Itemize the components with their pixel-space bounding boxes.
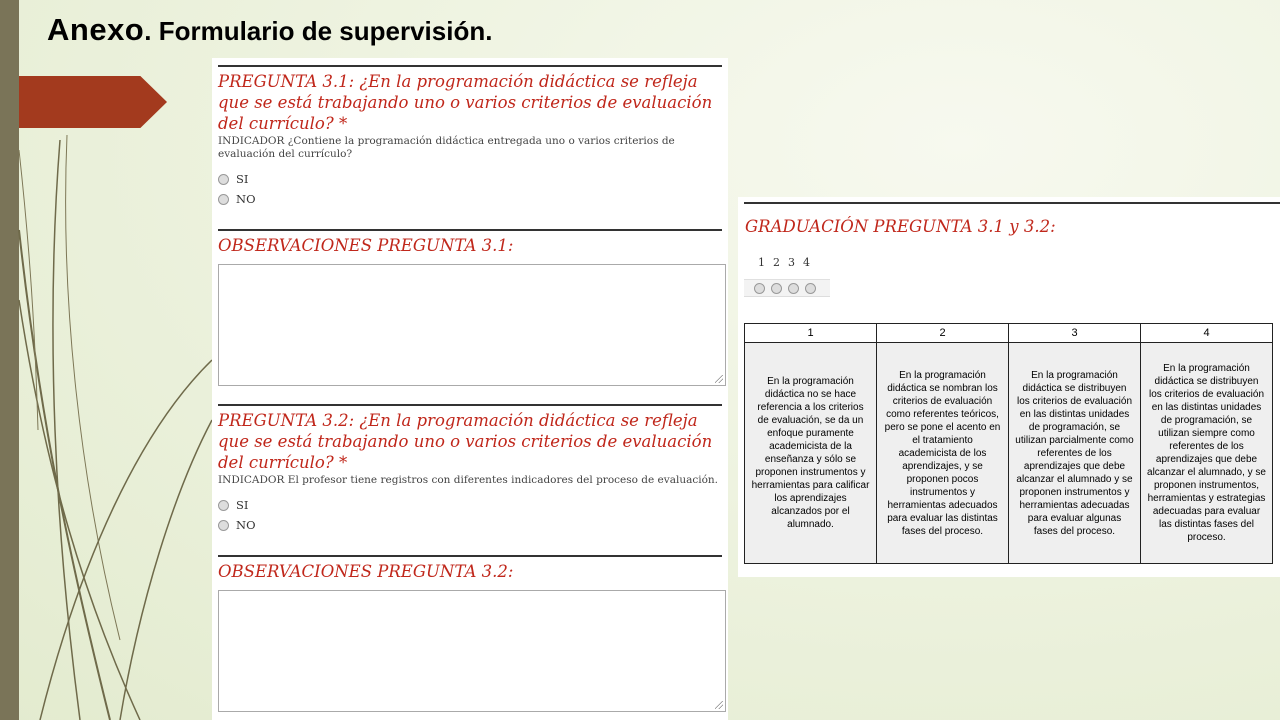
question-3-2-title: PREGUNTA 3.2: ¿En la programación didáctica se refleja que se está trabajando uno o varios criterios de evaluación del currículo? * [218, 411, 713, 472]
option-si[interactable] [218, 495, 722, 515]
radio-icon[interactable] [218, 520, 229, 531]
table-header: 3 [1009, 324, 1141, 343]
table-cell: En la programación didáctica se distribuyen los criterios de evaluación en las distintas unidades de programación, se utilizan siempre como referentes de los aprendizajes que debe alcanzar el alumnado, y se proponen instrumentos, herramientas y estrategias adecuadas para evaluar las distintas fases del proceso. [1141, 343, 1273, 564]
option-si[interactable] [218, 169, 722, 189]
resize-grip-icon[interactable] [715, 701, 723, 709]
radio-icon[interactable] [218, 174, 229, 185]
slide-title-bold: Anexo [47, 12, 145, 47]
table-header: 1 [745, 324, 877, 343]
supervision-form [212, 58, 728, 720]
scale-radio-4[interactable] [805, 283, 816, 294]
observations-3-1 [218, 229, 722, 256]
title-arrow-tab [19, 76, 167, 128]
question-3-2 [218, 404, 722, 535]
option-label: SI [236, 498, 249, 512]
option-label: SI [236, 172, 249, 186]
question-3-1-indicator: INDICADOR ¿Contiene la programación didáctica entregada uno o varios criterios de evaluación del currículo? [218, 135, 675, 160]
graduation-panel [738, 197, 1280, 577]
table-header: 4 [1141, 324, 1273, 343]
scale-radio-3[interactable] [788, 283, 799, 294]
table-cell: En la programación didáctica no se hace referencia a los criterios de evaluación, se da un enfoque puramente academicista de la enseñanza y sólo se proponen instrumentos y herramientas para calificar los aprendizajes alcanzados por el alumnado. [745, 343, 877, 564]
scale-numbers [758, 256, 810, 269]
option-label: NO [236, 518, 256, 532]
option-no[interactable] [218, 189, 722, 209]
scale-radio-1[interactable] [754, 283, 765, 294]
radio-icon[interactable] [218, 194, 229, 205]
observations-3-2-textarea[interactable] [218, 590, 726, 712]
scale-radio-2[interactable] [771, 283, 782, 294]
question-3-1 [218, 65, 722, 209]
slide-title [47, 12, 492, 48]
scale-number: 3 [788, 256, 795, 269]
question-3-1-title: PREGUNTA 3.1: ¿En la programación didáctica se refleja que se está trabajando uno o varios criterios de evaluación del currículo? * [218, 72, 713, 133]
observations-3-2 [218, 555, 722, 582]
scale-number: 4 [803, 256, 810, 269]
observations-3-2-title: OBSERVACIONES PREGUNTA 3.2: [218, 562, 514, 581]
radio-icon[interactable] [218, 500, 229, 511]
slide-title-rest: . Formulario de supervisión. [144, 16, 493, 46]
section-divider [218, 65, 722, 67]
question-3-2-indicator: INDICADOR El profesor tiene registros con diferentes indicadores del proceso de evaluación. [218, 474, 719, 486]
graduation-table [744, 323, 1273, 564]
section-divider [218, 404, 722, 406]
option-no[interactable] [218, 515, 722, 535]
resize-grip-icon[interactable] [715, 375, 723, 383]
observations-3-1-title: OBSERVACIONES PREGUNTA 3.1: [218, 236, 514, 255]
table-row [745, 343, 1273, 564]
section-divider [744, 202, 1280, 204]
observations-3-1-textarea[interactable] [218, 264, 726, 386]
section-divider [218, 555, 722, 557]
scale-number: 1 [758, 256, 765, 269]
table-cell: En la programación didáctica se nombran los criterios de evaluación como referentes teóricos, pero se pone el acento en el tratamiento academicista de los aprendizajes, y se proponen pocos instrumentos y herramientas adecuados para evaluar las distintas fases del proceso. [877, 343, 1009, 564]
table-cell: En la programación didáctica se distribuyen los criterios de evaluación en las distintas unidades de programación, se utilizan parcialmente como referentes de los aprendizajes que debe alcanzar el alumnado y se proponen instrumentos y herramientas adecuadas para evaluar algunas fases del proceso. [1009, 343, 1141, 564]
table-header-row [745, 324, 1273, 343]
table-header: 2 [877, 324, 1009, 343]
option-label: NO [236, 192, 256, 206]
scale-number: 2 [773, 256, 780, 269]
graduation-title: GRADUACIÓN PREGUNTA 3.1 y 3.2: [745, 217, 1056, 236]
scale-radio-group [744, 279, 830, 297]
section-divider [218, 229, 722, 231]
